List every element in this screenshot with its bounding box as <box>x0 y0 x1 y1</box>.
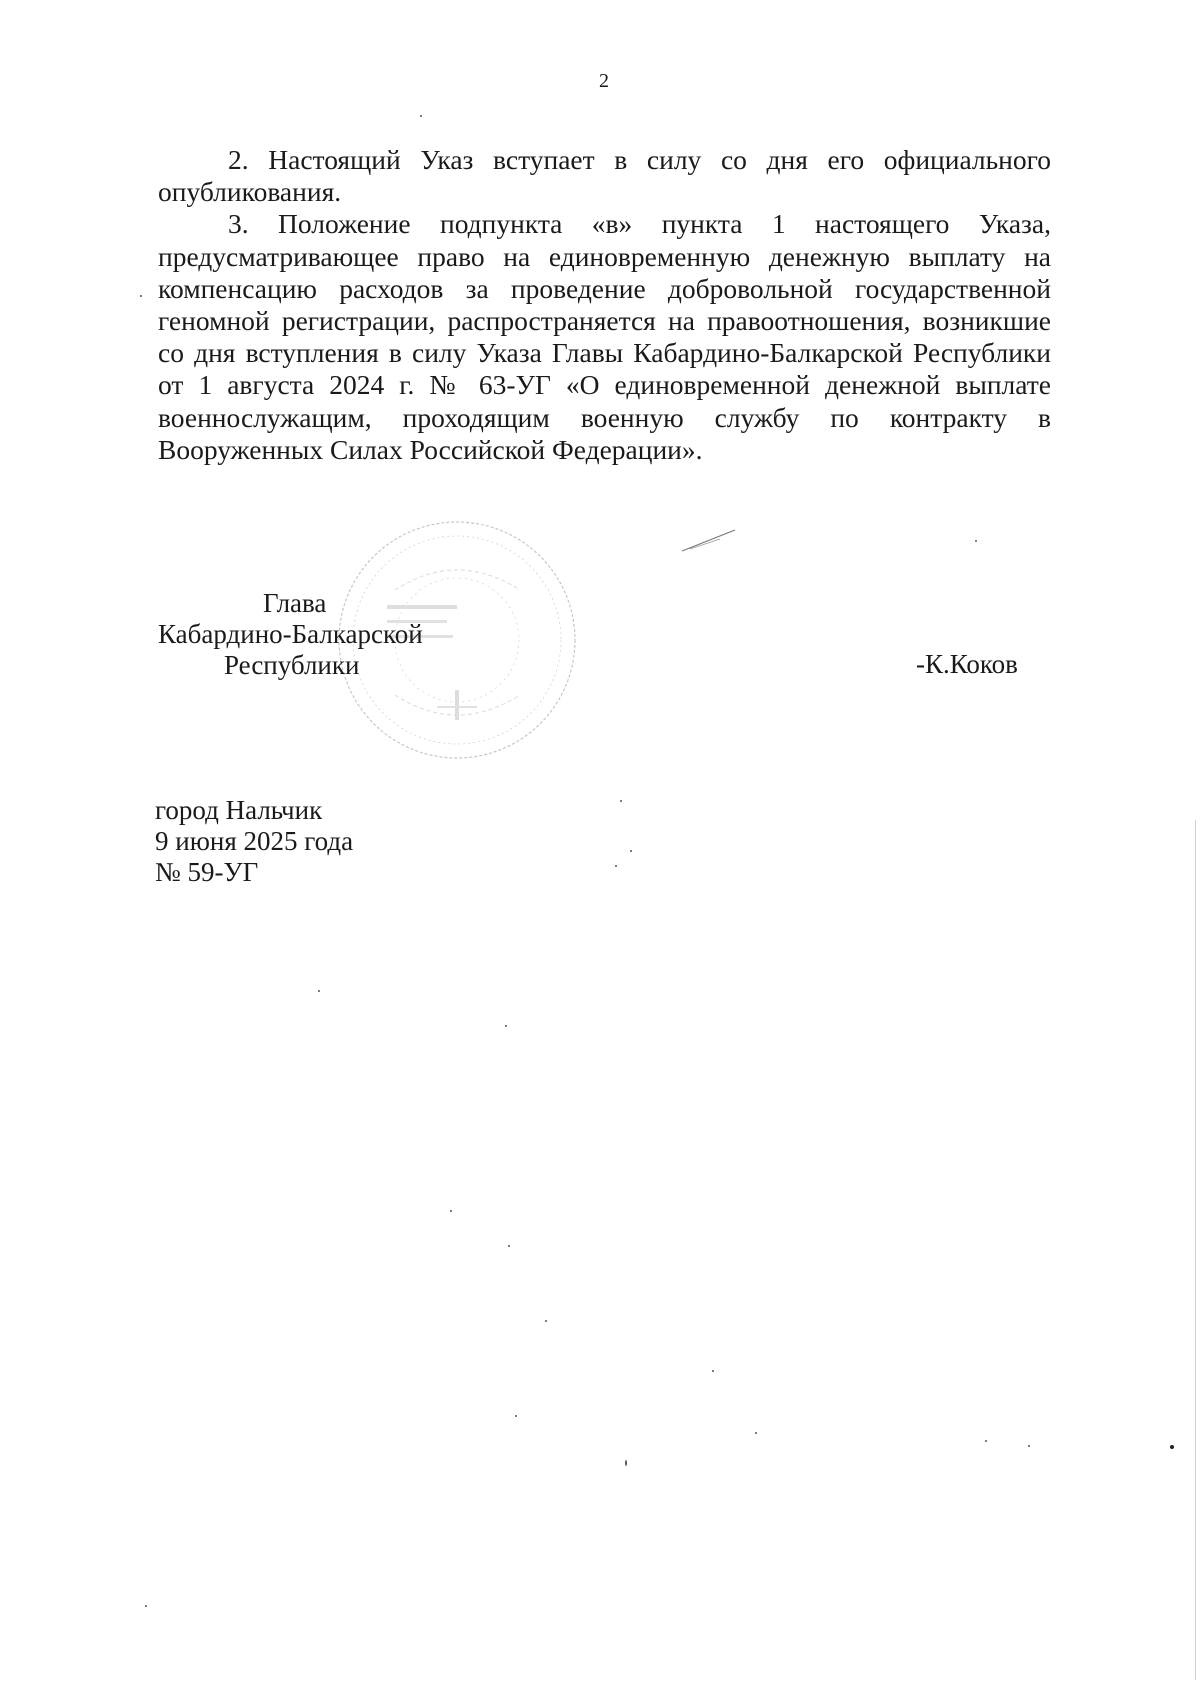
scan-speck <box>975 540 977 542</box>
signature-stroke-icon <box>680 525 740 555</box>
scan-speck <box>318 990 320 992</box>
scan-speck <box>420 115 422 117</box>
scan-speck <box>508 1245 510 1247</box>
scan-speck <box>712 1370 714 1372</box>
scan-speck <box>140 295 142 297</box>
scan-speck <box>630 850 632 852</box>
page-number: 2 <box>599 70 609 92</box>
scan-speck <box>450 1210 452 1212</box>
signature-title-line-3: Республики <box>224 650 360 680</box>
place-city: город Нальчик <box>155 795 323 825</box>
scan-speck <box>625 1460 627 1466</box>
signature-title-line-2: Кабардино-Балкарской <box>158 619 423 649</box>
signer-name: -К.Коков <box>916 649 1018 679</box>
scan-speck <box>985 1440 987 1442</box>
scan-speck <box>1170 1445 1174 1449</box>
signature-title-block <box>158 588 423 681</box>
decree-number: № 59-УГ <box>155 857 259 887</box>
paragraph-2: 2. Настоящий Указ вступает в силу со дня его официального опубликования. <box>158 144 1051 208</box>
signer-name-text: К.Коков <box>925 649 1018 679</box>
scan-edge-line <box>1195 820 1196 1680</box>
signature-title-line-1: Глава <box>263 588 327 618</box>
scan-speck <box>145 1605 147 1607</box>
place-date-block <box>155 795 353 888</box>
scan-speck <box>1028 1445 1030 1447</box>
scan-speck <box>515 1415 517 1417</box>
scan-speck <box>620 800 622 802</box>
scan-speck <box>505 1025 507 1027</box>
decree-body <box>158 144 1051 466</box>
place-date: 9 июня 2025 года <box>155 826 354 856</box>
scan-speck <box>545 1320 547 1322</box>
scan-speck <box>615 865 617 867</box>
scan-speck <box>755 1432 757 1434</box>
paragraph-3: 3. Положение подпункта «в» пункта 1 настоящего Указа, предусматривающее право на единовременную денежную выплату на компенсацию расходов за проведение добровольной государственной геномной регистрации, распространяется на правоотношения, возникшие со дня вступления в силу Указа Главы Кабардино-Балкарской Республики от 1 августа 2024 г. № 63-УГ «О единовременной денежной выплате военнослужащим, проходящим военную службу по контракту в Вооруженных Силах Российской Федерации». <box>158 208 1051 465</box>
